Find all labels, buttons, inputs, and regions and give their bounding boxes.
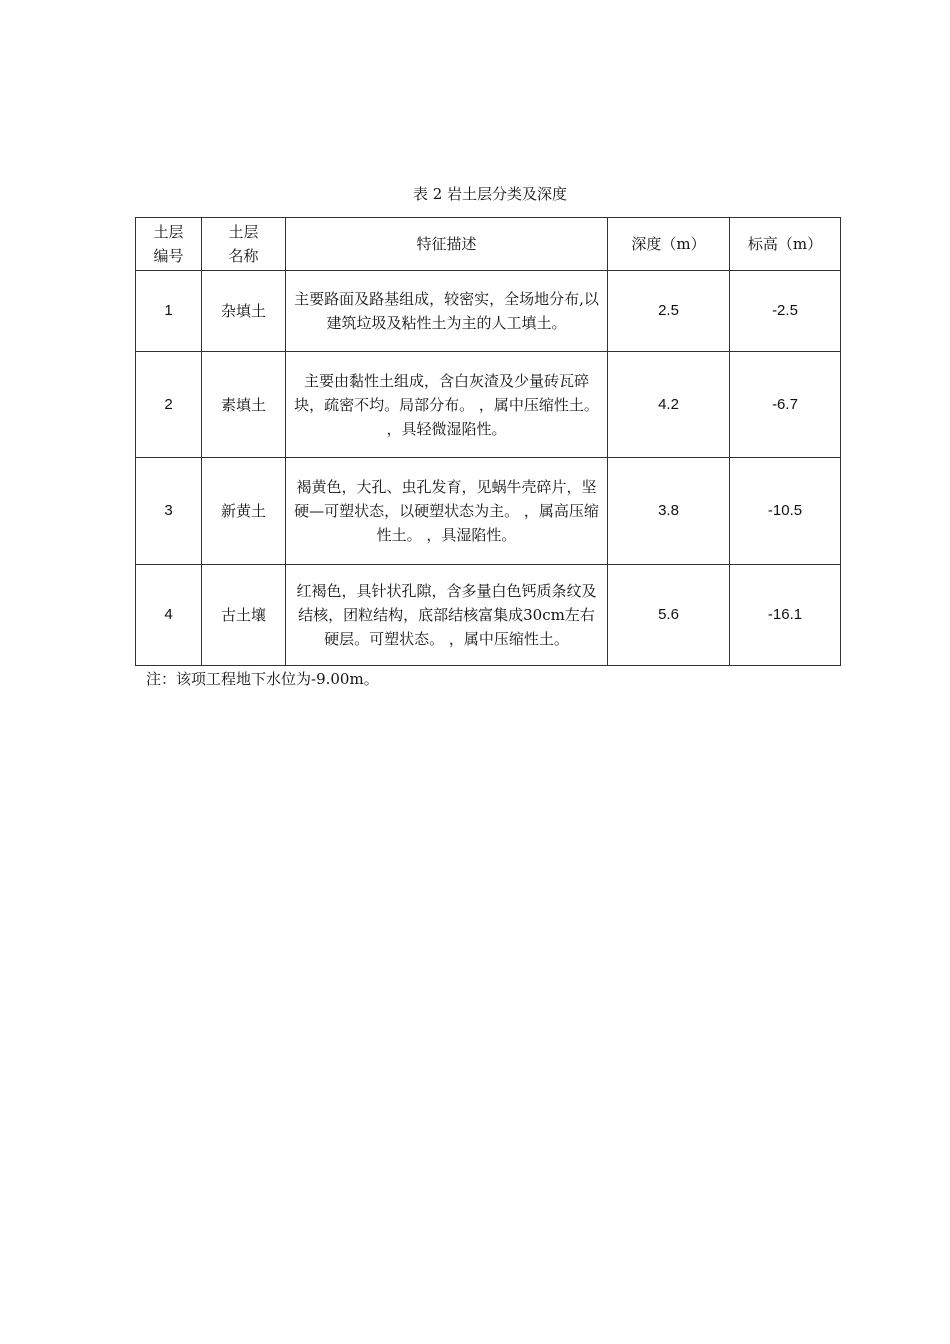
layer-elevation: -6.7 (730, 352, 841, 458)
header-description: 特征描述 (286, 218, 608, 271)
layer-description: 褐黄色，大孔、虫孔发育，见蜗牛壳碎片，坚硬—可塑状态，以硬塑状态为主。 ，属高压缩性土。 ，具湿陷性。 (286, 458, 608, 565)
header-layer-number-line2: 编号 (153, 247, 184, 265)
layer-depth: 2.5 (608, 271, 730, 352)
layer-depth: 5.6 (608, 565, 730, 666)
table-caption: 表 2 岩土层分类及深度 (412, 185, 568, 203)
header-elevation: 标高（m） (730, 218, 841, 271)
layer-name: 新黄土 (202, 458, 286, 565)
layer-description: 主要路面及路基组成，较密实，全场地分布,以建筑垃圾及粘性土为主的人工填土。 (286, 271, 608, 352)
layer-name: 素填土 (202, 352, 286, 458)
layer-number: 1 (136, 271, 202, 352)
layer-description: 红褐色，具针状孔隙，含多量白色钙质条纹及结核，团粒结构，底部结核富集成30cm左右硬层。可塑状态。 ，属中压缩性土。 (286, 565, 608, 666)
layer-number: 3 (136, 458, 202, 565)
layer-elevation: -16.1 (730, 565, 841, 666)
layer-depth: 4.2 (608, 352, 730, 458)
layer-elevation: -2.5 (730, 271, 841, 352)
table-row (136, 565, 841, 666)
layer-name: 杂填土 (202, 271, 286, 352)
table-row (136, 458, 841, 565)
layer-number: 2 (136, 352, 202, 458)
layer-description: 主要由黏性土组成，含白灰渣及少量砖瓦碎块，疏密不均。局部分布。 ，属中压缩性土。 ，具轻微湿陷性。 (286, 352, 608, 458)
table-row (136, 271, 841, 352)
header-layer-name-line1: 土层 (228, 223, 259, 241)
layer-elevation: -10.5 (730, 458, 841, 565)
table-row (136, 352, 841, 458)
header-layer-name (202, 218, 286, 271)
table-footnote: 注：该项工程地下水位为-9.00m。 (146, 670, 379, 688)
table-header-row (136, 218, 841, 271)
soil-layer-table (135, 217, 841, 666)
header-layer-number-line1: 土层 (153, 223, 184, 241)
header-depth: 深度（m） (608, 218, 730, 271)
header-layer-name-line2: 名称 (228, 247, 259, 265)
layer-depth: 3.8 (608, 458, 730, 565)
layer-name: 古土壤 (202, 565, 286, 666)
layer-number: 4 (136, 565, 202, 666)
header-layer-number (136, 218, 202, 271)
